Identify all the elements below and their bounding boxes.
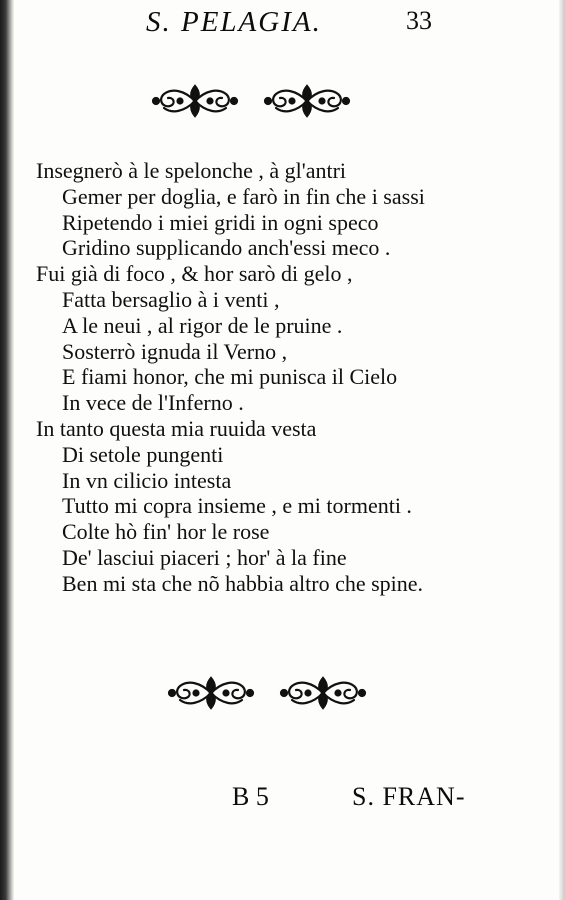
poem-line: Ripetendo i miei gridi in ogni speco (62, 209, 379, 235)
poem-line: Tutto mi copra insieme , e mi tormenti . (62, 493, 412, 519)
poem-line: Sosterrò ignuda il Verno , (62, 338, 288, 364)
poem-line: Fui già di foco , & hor sarò di gelo , (36, 261, 353, 287)
page-edge (559, 0, 565, 900)
poem-line: In tanto questa mia ruuida vesta (36, 415, 317, 441)
running-head: S. PELAGIA. (146, 6, 322, 38)
poem-line: Gridino supplicando anch'essi meco . (62, 235, 391, 261)
poem-line: In vn cilicio intesta (62, 467, 232, 493)
poem-line: Ben mi sta che nõ habbia altro che spine. (62, 570, 424, 596)
poem-line: Insegnerò à le spelonche , à gl'antri (36, 158, 347, 183)
bottom-ornament-band (166, 672, 368, 714)
signature-mark: B 5 (232, 782, 269, 811)
fleuron-icon (150, 80, 240, 122)
poem-line: E fiami honor, che mi punisca il Cielo (62, 364, 398, 390)
top-ornament-band (150, 80, 352, 122)
catchword: S. FRAN- (352, 782, 466, 811)
poem-line: Fatta bersaglio à i venti , (62, 286, 280, 312)
page-number: 33 (406, 6, 432, 35)
page-footer (0, 782, 565, 822)
poem-line: In vece de l'Inferno . (62, 390, 244, 416)
poem-line: A le neui , al rigor de le pruine . (62, 312, 343, 338)
poem-line: De' lasciui piaceri ; hor' à la fine (62, 544, 347, 570)
gutter-shadow (0, 0, 14, 900)
poem-line: Gemer per doglia, e farò in fin che i sassi (62, 183, 425, 209)
page-header (0, 4, 565, 40)
fleuron-icon (166, 672, 256, 714)
fleuron-icon (262, 80, 352, 122)
poem-line: Di setole pungenti (62, 441, 224, 467)
poem-text (36, 158, 536, 597)
fleuron-icon (278, 672, 368, 714)
poem-line: Colte hò fin' hor le rose (62, 519, 270, 545)
